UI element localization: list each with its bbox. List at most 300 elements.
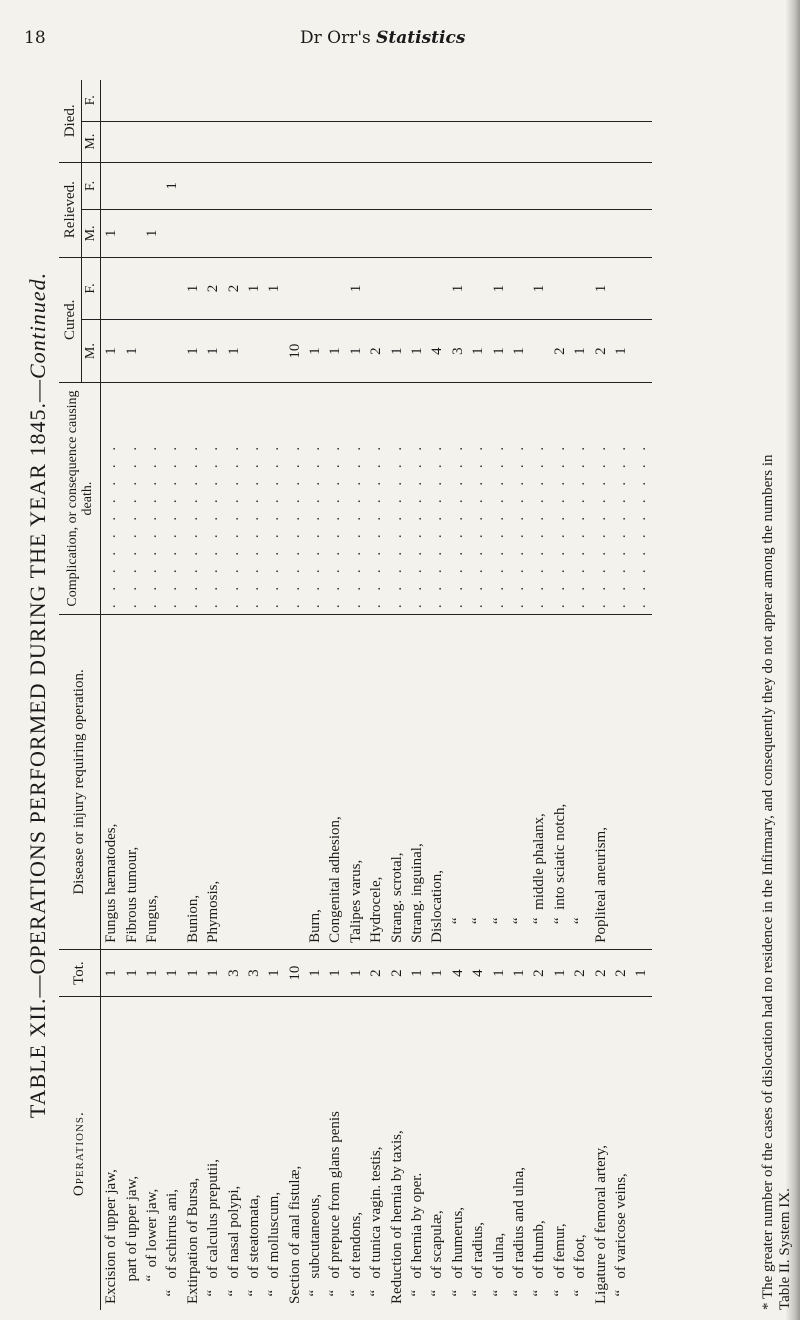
running-title: Dr Orr's (300, 28, 371, 48)
tot-cell: 1 (427, 949, 447, 997)
relieved-m-cell (611, 210, 631, 258)
died-m-cell (386, 121, 406, 162)
relieved-m-cell (305, 210, 325, 258)
died-f-cell (509, 80, 529, 121)
tot-cell: 1 (509, 949, 529, 997)
col-relieved-f: F. (82, 162, 101, 210)
table-row (346, 80, 366, 1310)
relieved-f-cell (488, 162, 508, 210)
operation-cell: “ of radius, (470, 1221, 487, 1304)
footnote-table-ref: Table II. System IX. (777, 1188, 793, 1310)
complication-cell: . . . . . . . . . . (223, 382, 243, 614)
tot-cell: 1 (488, 949, 508, 997)
relieved-m-cell (264, 210, 284, 258)
relieved-f-cell (529, 162, 549, 210)
operation-cell: “ of humerus, (449, 1206, 466, 1304)
complication-cell: . . . . . . . . . . (631, 382, 651, 614)
cured-m-cell: 1 (509, 320, 529, 383)
cured-f-cell (285, 257, 305, 320)
table-row (183, 80, 203, 1310)
cured-f-cell (121, 257, 141, 320)
complication-cell: . . . . . . . . . . (550, 382, 570, 614)
complication-cell: . . . . . . . . . . (203, 382, 223, 614)
table-row (386, 80, 406, 1310)
tot-cell: 1 (203, 949, 223, 997)
complication-cell: . . . . . . . . . . (325, 382, 345, 614)
disease-cell (611, 615, 631, 950)
cured-f-cell (570, 257, 590, 320)
tot-cell: 10 (285, 949, 305, 997)
col-cured: Cured. (59, 257, 82, 382)
disease-cell: Fungus hæmatodes, (101, 615, 122, 950)
relieved-m-cell: 1 (142, 210, 162, 258)
died-m-cell (529, 121, 549, 162)
relieved-f-cell (285, 162, 305, 210)
operation-cell: “ of ulna, (490, 1232, 507, 1304)
relieved-f-cell (509, 162, 529, 210)
died-f-cell (346, 80, 366, 121)
complication-cell: . . . . . . . . . . (509, 382, 529, 614)
cured-m-cell: 1 (183, 320, 203, 383)
relieved-f-cell (427, 162, 447, 210)
complication-cell: . . . . . . . . . . (285, 382, 305, 614)
complication-cell: . . . . . . . . . . (101, 382, 122, 614)
table-row (244, 80, 264, 1310)
died-f-cell (101, 80, 122, 121)
table-row (529, 80, 549, 1310)
cured-f-cell (550, 257, 570, 320)
tot-cell: 2 (611, 949, 631, 997)
cured-m-cell (142, 320, 162, 383)
cured-m-cell: 1 (101, 320, 122, 383)
caption-text: TABLE XII.—OPERATIONS PERFORMED DURING THE YEAR 1845.— (25, 379, 50, 1119)
died-m-cell (346, 121, 366, 162)
disease-cell: Dislocation, (427, 615, 447, 950)
relieved-f-cell (223, 162, 243, 210)
disease-cell: “ (448, 615, 468, 950)
died-f-cell (142, 80, 162, 121)
cured-m-cell (162, 320, 182, 383)
table-row (203, 80, 223, 1310)
cured-m-cell: 4 (427, 320, 447, 383)
col-relieved-m: M. (82, 210, 101, 258)
relieved-f-cell (468, 162, 488, 210)
complication-cell: . . . . . . . . . . (468, 382, 488, 614)
disease-cell: “ (468, 615, 488, 950)
complication-cell: . . . . . . . . . . (407, 382, 427, 614)
died-f-cell (427, 80, 447, 121)
cured-f-cell (509, 257, 529, 320)
disease-cell: Popliteal aneurism, (590, 615, 610, 950)
complication-cell: . . . . . . . . . . (162, 382, 182, 614)
operation-cell: “ subcutaneous, (307, 1194, 324, 1304)
cured-m-cell: 1 (325, 320, 345, 383)
cured-f-cell (427, 257, 447, 320)
complication-cell: . . . . . . . . . . (427, 382, 447, 614)
relieved-m-cell (325, 210, 345, 258)
tot-cell: 2 (570, 949, 590, 997)
relieved-f-cell (346, 162, 366, 210)
died-f-cell (407, 80, 427, 121)
died-f-cell (223, 80, 243, 121)
relieved-m-cell (631, 210, 651, 258)
disease-cell (223, 615, 243, 950)
died-m-cell (162, 121, 182, 162)
died-m-cell (631, 121, 651, 162)
running-head (300, 28, 465, 48)
died-f-cell (183, 80, 203, 121)
complication-cell: . . . . . . . . . . (183, 382, 203, 614)
relieved-m-cell (427, 210, 447, 258)
died-f-cell (631, 80, 651, 121)
died-m-cell (488, 121, 508, 162)
cured-f-cell (305, 257, 325, 320)
table-row (631, 80, 651, 1310)
relieved-m-cell (550, 210, 570, 258)
disease-cell: “ (509, 615, 529, 950)
col-tot: Tot. (59, 949, 101, 997)
operation-cell: “ of tunica vagin. testis, (368, 1146, 385, 1304)
relieved-f-cell (264, 162, 284, 210)
died-f-cell (121, 80, 141, 121)
cured-m-cell: 1 (203, 320, 223, 383)
footnote (760, 80, 794, 1310)
relieved-f-cell (366, 162, 386, 210)
tot-cell: 1 (142, 949, 162, 997)
died-f-cell (285, 80, 305, 121)
operation-cell: “ of nasal polypi, (225, 1185, 242, 1304)
died-m-cell (570, 121, 590, 162)
died-m-cell (285, 121, 305, 162)
operation-cell: Extirpation of Bursa, (184, 1177, 201, 1304)
died-m-cell (407, 121, 427, 162)
cured-m-cell: 2 (366, 320, 386, 383)
cured-m-cell: 1 (488, 320, 508, 383)
operation-cell: part of upper jaw, (123, 1175, 140, 1304)
disease-cell (244, 615, 264, 950)
operation-cell: Excision of upper jaw, (103, 1169, 120, 1304)
cured-f-cell: 1 (448, 257, 468, 320)
cured-f-cell (631, 257, 651, 320)
died-f-cell (366, 80, 386, 121)
table-row (509, 80, 529, 1310)
relieved-m-cell (244, 210, 264, 258)
relieved-m-cell (366, 210, 386, 258)
complication-cell: . . . . . . . . . . (244, 382, 264, 614)
died-f-cell (529, 80, 549, 121)
table-row (121, 80, 141, 1310)
table-row (570, 80, 590, 1310)
tot-cell: 1 (346, 949, 366, 997)
died-f-cell (203, 80, 223, 121)
tot-cell: 1 (264, 949, 284, 997)
relieved-m-cell: 1 (101, 210, 122, 258)
operation-cell: “ of hernia by oper. (409, 1172, 426, 1304)
cured-f-cell (611, 257, 631, 320)
complication-cell: . . . . . . . . . . (346, 382, 366, 614)
operation-cell (631, 997, 651, 1310)
tot-cell: 1 (305, 949, 325, 997)
died-m-cell (366, 121, 386, 162)
cured-m-cell: 1 (121, 320, 141, 383)
disease-cell: Hydrocele, (366, 615, 386, 950)
died-m-cell (325, 121, 345, 162)
relieved-m-cell (162, 210, 182, 258)
relieved-f-cell (142, 162, 162, 210)
col-disease: Disease or injury requiring operation. (59, 615, 101, 950)
table-row (285, 80, 305, 1310)
died-f-cell (305, 80, 325, 121)
cured-f-cell: 2 (203, 257, 223, 320)
cured-f-cell: 1 (264, 257, 284, 320)
relieved-m-cell (346, 210, 366, 258)
table-row (427, 80, 447, 1310)
cured-f-cell (162, 257, 182, 320)
died-m-cell (590, 121, 610, 162)
relieved-m-cell (590, 210, 610, 258)
relieved-f-cell (203, 162, 223, 210)
relieved-m-cell (223, 210, 243, 258)
cured-m-cell: 1 (305, 320, 325, 383)
operations-table (59, 80, 652, 1310)
tot-cell: 4 (468, 949, 488, 997)
cured-f-cell: 1 (529, 257, 549, 320)
cured-f-cell (407, 257, 427, 320)
col-complication: Complication, or consequence causing death. (59, 382, 101, 614)
disease-cell: Phymosis, (203, 615, 223, 950)
relieved-f-cell (550, 162, 570, 210)
tot-cell: 1 (183, 949, 203, 997)
relieved-f-cell (448, 162, 468, 210)
rotated-table-page (25, 70, 795, 1320)
complication-cell: . . . . . . . . . . (121, 382, 141, 614)
complication-cell: . . . . . . . . . . (529, 382, 549, 614)
complication-cell: . . . . . . . . . . (366, 382, 386, 614)
col-cured-m: M. (82, 320, 101, 383)
table-row (407, 80, 427, 1310)
disease-cell (162, 615, 182, 950)
died-f-cell (244, 80, 264, 121)
died-m-cell (264, 121, 284, 162)
disease-cell: Bunion, (183, 615, 203, 950)
footnote-text: * The greater number of the cases of dislocation had no residence in the Infirmary, and consequently they do not appear among the numbers in (760, 454, 776, 1310)
relieved-f-cell (244, 162, 264, 210)
tot-cell: 2 (386, 949, 406, 997)
tot-cell: 1 (631, 949, 651, 997)
died-m-cell (305, 121, 325, 162)
relieved-f-cell (407, 162, 427, 210)
disease-cell (631, 615, 651, 950)
relieved-m-cell (570, 210, 590, 258)
operation-cell: “ of femur, (551, 1223, 568, 1304)
table-row (448, 80, 468, 1310)
died-m-cell (203, 121, 223, 162)
complication-cell: . . . . . . . . . . (264, 382, 284, 614)
cured-m-cell: 1 (570, 320, 590, 383)
relieved-f-cell (101, 162, 122, 210)
tot-cell: 1 (121, 949, 141, 997)
cured-f-cell: 1 (590, 257, 610, 320)
died-f-cell (488, 80, 508, 121)
col-died-m: M. (82, 121, 101, 162)
disease-cell: “ (570, 615, 590, 950)
running-title-italic: Statistics (376, 28, 466, 48)
table-row (264, 80, 284, 1310)
table-row (223, 80, 243, 1310)
died-m-cell (101, 121, 122, 162)
relieved-f-cell (121, 162, 141, 210)
cured-f-cell: 1 (183, 257, 203, 320)
relieved-f-cell (570, 162, 590, 210)
cured-m-cell (631, 320, 651, 383)
died-m-cell (550, 121, 570, 162)
table-row (366, 80, 386, 1310)
operation-cell: “ of thumb, (531, 1220, 548, 1304)
complication-cell: . . . . . . . . . . (570, 382, 590, 614)
table-row (325, 80, 345, 1310)
col-died: Died. (59, 80, 82, 162)
relieved-m-cell (285, 210, 305, 258)
tot-cell: 1 (101, 949, 122, 997)
complication-cell: . . . . . . . . . . (142, 382, 162, 614)
died-f-cell (550, 80, 570, 121)
operation-cell: “ of molluscum, (266, 1191, 283, 1304)
died-f-cell (264, 80, 284, 121)
relieved-m-cell (488, 210, 508, 258)
cured-f-cell: 1 (244, 257, 264, 320)
disease-cell: Talipes varus, (346, 615, 366, 950)
relieved-f-cell (305, 162, 325, 210)
relieved-f-cell (325, 162, 345, 210)
tot-cell: 1 (550, 949, 570, 997)
operation-cell: “ of radius and ulna, (511, 1166, 527, 1304)
operations-table-body (101, 80, 652, 1310)
tot-cell: 1 (407, 949, 427, 997)
disease-cell: Fungus, (142, 615, 162, 950)
operation-cell: “ of scapulæ, (429, 1210, 446, 1304)
disease-cell: “ middle phalanx, (529, 615, 549, 950)
died-m-cell (244, 121, 264, 162)
cured-f-cell: 1 (346, 257, 366, 320)
died-f-cell (162, 80, 182, 121)
cured-f-cell: 2 (223, 257, 243, 320)
relieved-f-cell (183, 162, 203, 210)
relieved-f-cell: 1 (162, 162, 182, 210)
disease-cell: “ (488, 615, 508, 950)
tot-cell: 2 (529, 949, 549, 997)
disease-cell (285, 615, 305, 950)
operation-cell: Reduction of hernia by taxis, (388, 1130, 405, 1304)
relieved-m-cell (509, 210, 529, 258)
complication-cell: . . . . . . . . . . (448, 382, 468, 614)
died-m-cell (427, 121, 447, 162)
disease-cell: Congenital adhesion, (325, 615, 345, 950)
died-m-cell (183, 121, 203, 162)
table-row (101, 80, 122, 1310)
operation-cell: “ of calculus preputii, (205, 1159, 222, 1304)
died-m-cell (611, 121, 631, 162)
cured-m-cell: 1 (407, 320, 427, 383)
tot-cell: 2 (590, 949, 610, 997)
complication-cell: . . . . . . . . . . (305, 382, 325, 614)
died-f-cell (448, 80, 468, 121)
operation-cell: Ligature of femoral artery, (592, 1145, 609, 1304)
died-m-cell (509, 121, 529, 162)
cured-f-cell (101, 257, 122, 320)
relieved-m-cell (468, 210, 488, 258)
disease-cell (264, 615, 284, 950)
disease-cell: “ into sciatic notch, (550, 615, 570, 950)
operation-cell: “ of tendons, (347, 1211, 364, 1304)
disease-cell: Strang. scrotal, (386, 615, 406, 950)
cured-m-cell: 1 (468, 320, 488, 383)
table-caption (25, 70, 55, 1320)
tot-cell: 2 (366, 949, 386, 997)
table-row (305, 80, 325, 1310)
cured-m-cell: 2 (550, 320, 570, 383)
relieved-m-cell (448, 210, 468, 258)
died-f-cell (325, 80, 345, 121)
complication-cell: . . . . . . . . . . (386, 382, 406, 614)
died-f-cell (570, 80, 590, 121)
disease-cell: Fibrous tumour, (121, 615, 141, 950)
cured-m-cell: 1 (346, 320, 366, 383)
relieved-f-cell (386, 162, 406, 210)
cured-m-cell: 1 (611, 320, 631, 383)
operation-cell: “ of lower jaw, (143, 1188, 160, 1304)
table-row (142, 80, 162, 1310)
died-f-cell (468, 80, 488, 121)
died-m-cell (223, 121, 243, 162)
disease-cell: Burn, (305, 615, 325, 950)
died-f-cell (590, 80, 610, 121)
cured-f-cell (142, 257, 162, 320)
relieved-m-cell (121, 210, 141, 258)
relieved-f-cell (631, 162, 651, 210)
cured-m-cell (244, 320, 264, 383)
cured-m-cell: 1 (386, 320, 406, 383)
cured-m-cell (529, 320, 549, 383)
cured-f-cell (325, 257, 345, 320)
cured-f-cell: 1 (488, 257, 508, 320)
col-operations: Operations. (59, 997, 101, 1310)
col-relieved: Relieved. (59, 162, 82, 257)
table-row (162, 80, 182, 1310)
table-row (611, 80, 631, 1310)
cured-f-cell (366, 257, 386, 320)
relieved-f-cell (590, 162, 610, 210)
died-m-cell (468, 121, 488, 162)
died-f-cell (611, 80, 631, 121)
relieved-m-cell (203, 210, 223, 258)
complication-cell: . . . . . . . . . . (488, 382, 508, 614)
cured-f-cell (386, 257, 406, 320)
died-m-cell (121, 121, 141, 162)
tot-cell: 1 (325, 949, 345, 997)
operation-cell: “ of varicose veins, (612, 1173, 629, 1304)
tot-cell: 1 (162, 949, 182, 997)
cured-m-cell: 1 (223, 320, 243, 383)
cured-f-cell (468, 257, 488, 320)
table-row (488, 80, 508, 1310)
died-m-cell (448, 121, 468, 162)
operation-cell: Section of anal fistulæ, (286, 1165, 303, 1304)
page-number: 18 (24, 28, 46, 48)
disease-cell: Strang. inguinal, (407, 615, 427, 950)
operation-cell: “ of foot, (572, 1234, 589, 1304)
col-cured-f: F. (82, 257, 101, 320)
died-m-cell (142, 121, 162, 162)
